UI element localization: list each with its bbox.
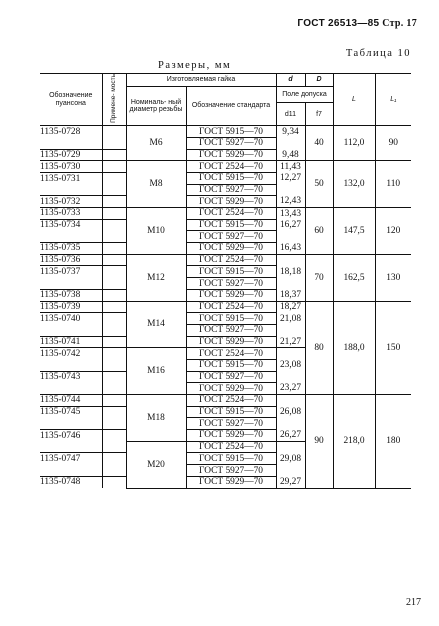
nut-standard: ГОСТ 5915—70 [186, 172, 276, 184]
nut-standard: ГОСТ 5915—70 [186, 453, 276, 465]
punch-code: 1135-0729 [40, 149, 102, 161]
nut-standard: ГОСТ 5929—70 [186, 336, 276, 348]
d11-value: 16,43 [276, 243, 305, 255]
punch-code [40, 465, 102, 477]
punch-code: 1135-0741 [40, 336, 102, 348]
d11-value [276, 348, 305, 360]
thread-size: M10 [126, 208, 186, 255]
application-cell [102, 476, 126, 488]
d11-value: 26,27 [276, 430, 305, 442]
nut-standard: ГОСТ 2524—70 [186, 395, 276, 407]
d11-value: 9,48 [276, 149, 305, 161]
nut-standard: ГОСТ 5927—70 [186, 278, 276, 290]
punch-code [40, 359, 102, 371]
standard-number: ГОСТ 26513—85 [297, 18, 380, 29]
punch-code: 1135-0733 [40, 208, 102, 220]
table-row [40, 208, 411, 220]
nut-standard: ГОСТ 5915—70 [186, 406, 276, 418]
L1-value: 120 [375, 208, 411, 255]
d11-value [276, 231, 305, 243]
d11-value [276, 184, 305, 196]
d11-value: 21,08 [276, 313, 305, 325]
nut-standard: ГОСТ 2524—70 [186, 441, 276, 453]
col-D: D [305, 74, 333, 87]
D-value: 90 [305, 395, 333, 489]
D-value: 80 [305, 301, 333, 395]
col-designation: Обозначение пуансона [40, 74, 102, 126]
L1-value: 90 [375, 126, 411, 161]
d11-value: 9,34 [276, 126, 305, 138]
nut-standard: ГОСТ 5927—70 [186, 137, 276, 149]
application-cell [102, 324, 126, 336]
col-f7: f7 [305, 103, 333, 126]
L-value: 112,0 [333, 126, 375, 161]
nut-standard: ГОСТ 5929—70 [186, 383, 276, 395]
punch-code: 1135-0732 [40, 196, 102, 208]
nut-standard: ГОСТ 5915—70 [186, 359, 276, 371]
punch-code: 1135-0740 [40, 313, 102, 325]
d11-value: 23,27 [276, 383, 305, 395]
punch-code: 1135-0742 [40, 348, 102, 360]
punch-code [40, 184, 102, 196]
application-cell [102, 418, 126, 430]
application-cell [102, 266, 126, 278]
d11-value: 13,43 [276, 208, 305, 220]
application-cell [102, 289, 126, 301]
punch-dimensions-table [40, 73, 411, 489]
col-d: d [276, 74, 305, 87]
application-cell [102, 371, 126, 383]
table-row [40, 254, 411, 266]
nut-standard: ГОСТ 5929—70 [186, 196, 276, 208]
d11-value: 26,08 [276, 406, 305, 418]
nut-standard: ГОСТ 5927—70 [186, 324, 276, 336]
col-tolerance: Поле допуска [276, 87, 333, 103]
table-title: Таблица 10 [345, 48, 411, 59]
d11-value [276, 254, 305, 266]
d11-value [276, 418, 305, 430]
d11-value [276, 465, 305, 477]
d11-value [276, 441, 305, 453]
punch-code: 1135-0747 [40, 453, 102, 465]
d11-value [276, 324, 305, 336]
D-value: 50 [305, 161, 333, 208]
application-cell [102, 453, 126, 465]
d11-value: 29,27 [276, 476, 305, 488]
table-row [40, 395, 411, 407]
application-cell [102, 243, 126, 255]
application-cell [102, 465, 126, 477]
punch-code [40, 278, 102, 290]
d11-value: 11,43 [276, 161, 305, 173]
application-cell [102, 383, 126, 395]
d11-value: 12,43 [276, 196, 305, 208]
punch-code: 1135-0739 [40, 301, 102, 313]
punch-code [40, 137, 102, 149]
L-value: 132,0 [333, 161, 375, 208]
application-cell [102, 301, 126, 313]
application-cell [102, 137, 126, 149]
nut-standard: ГОСТ 5915—70 [186, 126, 276, 138]
application-cell [102, 336, 126, 348]
punch-code [40, 383, 102, 395]
thread-size: M12 [126, 254, 186, 301]
application-cell [102, 126, 126, 138]
L1-value: 150 [375, 301, 411, 395]
punch-code: 1135-0743 [40, 371, 102, 383]
punch-code: 1135-0738 [40, 289, 102, 301]
application-cell [102, 208, 126, 220]
punch-code: 1135-0745 [40, 406, 102, 418]
d11-value [276, 371, 305, 383]
d11-value: 16,27 [276, 219, 305, 231]
nut-standard: ГОСТ 5927—70 [186, 231, 276, 243]
col-nominal: Номиналь- ный диаметр резьбы [126, 87, 186, 126]
L1-value: 180 [375, 395, 411, 489]
page-label: Стр. 17 [382, 18, 417, 29]
nut-standard: ГОСТ 2524—70 [186, 161, 276, 173]
punch-code: 1135-0736 [40, 254, 102, 266]
table-row [40, 161, 411, 173]
D-value: 60 [305, 208, 333, 255]
nut-standard: ГОСТ 5915—70 [186, 219, 276, 231]
application-cell [102, 254, 126, 266]
L-value: 162,5 [333, 254, 375, 301]
col-L1: L₁ [375, 74, 411, 126]
punch-code: 1135-0748 [40, 476, 102, 488]
application-cell [102, 161, 126, 173]
d11-value: 29,08 [276, 453, 305, 465]
nut-standard: ГОСТ 5927—70 [186, 371, 276, 383]
d11-value: 18,18 [276, 266, 305, 278]
application-cell [102, 278, 126, 290]
application-cell [102, 359, 126, 371]
col-L: L [333, 74, 375, 126]
punch-code: 1135-0746 [40, 430, 102, 442]
application-cell [102, 149, 126, 161]
nut-standard: ГОСТ 5915—70 [186, 266, 276, 278]
d11-value: 18,27 [276, 301, 305, 313]
nut-standard: ГОСТ 5929—70 [186, 476, 276, 488]
application-cell [102, 348, 126, 360]
punch-code [40, 231, 102, 243]
nut-standard: ГОСТ 2524—70 [186, 254, 276, 266]
application-cell [102, 196, 126, 208]
nut-standard: ГОСТ 5927—70 [186, 418, 276, 430]
nut-standard: ГОСТ 5929—70 [186, 289, 276, 301]
D-value: 70 [305, 254, 333, 301]
application-cell [102, 406, 126, 418]
nut-standard: ГОСТ 5929—70 [186, 149, 276, 161]
punch-code: 1135-0734 [40, 219, 102, 231]
nut-standard: ГОСТ 5929—70 [186, 243, 276, 255]
d11-value: 18,37 [276, 289, 305, 301]
col-standard: Обозначение стандарта [186, 87, 276, 126]
col-application: Примене- мость [102, 74, 126, 126]
L-value: 147,5 [333, 208, 375, 255]
col-nut-group: Изготовляемая гайка [126, 74, 276, 87]
nut-standard: ГОСТ 2524—70 [186, 208, 276, 220]
application-cell [102, 184, 126, 196]
sizes-title: Размеры, мм [158, 60, 232, 71]
page-header [297, 18, 417, 29]
nut-standard: ГОСТ 2524—70 [186, 348, 276, 360]
d11-value: 23,08 [276, 359, 305, 371]
nut-standard: ГОСТ 5929—70 [186, 430, 276, 442]
L1-value: 110 [375, 161, 411, 208]
L1-value: 130 [375, 254, 411, 301]
punch-code: 1135-0731 [40, 172, 102, 184]
thread-size: M16 [126, 348, 186, 395]
d11-value: 21,27 [276, 336, 305, 348]
d11-value [276, 278, 305, 290]
thread-size: M8 [126, 161, 186, 208]
nut-standard: ГОСТ 5915—70 [186, 313, 276, 325]
punch-code: 1135-0728 [40, 126, 102, 138]
L-value: 188,0 [333, 301, 375, 395]
nut-standard: ГОСТ 5927—70 [186, 184, 276, 196]
thread-size: M20 [126, 441, 186, 488]
application-cell [102, 441, 126, 453]
application-cell [102, 172, 126, 184]
D-value: 40 [305, 126, 333, 161]
punch-code: 1135-0735 [40, 243, 102, 255]
application-cell [102, 231, 126, 243]
L-value: 218,0 [333, 395, 375, 489]
nut-standard: ГОСТ 2524—70 [186, 301, 276, 313]
application-cell [102, 313, 126, 325]
thread-size: M14 [126, 301, 186, 348]
col-d11: d11 [276, 103, 305, 126]
application-cell [102, 219, 126, 231]
d11-value [276, 395, 305, 407]
punch-code: 1135-0730 [40, 161, 102, 173]
page-number: 217 [406, 597, 421, 608]
d11-value: 12,27 [276, 172, 305, 184]
punch-code [40, 418, 102, 430]
table-row [40, 301, 411, 313]
thread-size: M6 [126, 126, 186, 161]
nut-standard: ГОСТ 5927—70 [186, 465, 276, 477]
punch-code [40, 324, 102, 336]
punch-code [40, 441, 102, 453]
punch-code: 1135-0744 [40, 395, 102, 407]
d11-value [276, 137, 305, 149]
application-cell [102, 395, 126, 407]
thread-size: M18 [126, 395, 186, 442]
table-row [40, 126, 411, 138]
punch-code: 1135-0737 [40, 266, 102, 278]
application-cell [102, 430, 126, 442]
